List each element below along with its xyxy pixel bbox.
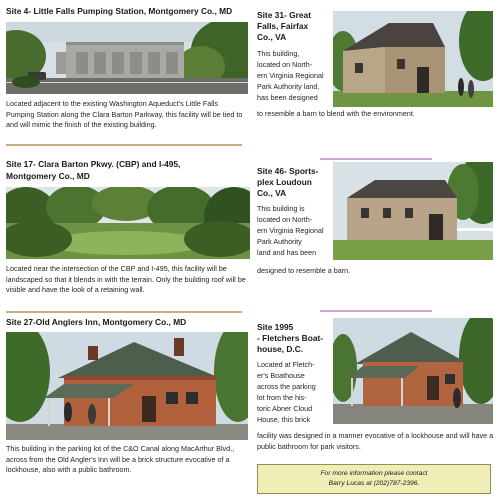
- site-1995-description-line-6: House, this brick: [257, 415, 311, 424]
- site-31-description-tail: to resemble a barn to blend with the environment.: [257, 109, 415, 118]
- site-31-description-line-1: This building,: [257, 49, 300, 58]
- site-1995-title-line-1: Site 1995: [257, 322, 294, 332]
- site-1995-title-line-3: house, D.C.: [257, 344, 304, 354]
- site-1995-description-line-2: er's Boathouse: [257, 371, 305, 380]
- site-1995-description-line-3: across the parking: [257, 382, 316, 391]
- site-31-description-line-2: located on North-: [257, 60, 313, 69]
- site-27-description: This building in the parking lot of the C&O Canal along MacArthur Blvd., across from the Old Angler's Inn will be a brick structure evocative of a lockhouse, also with a public bathroom.: [6, 444, 235, 475]
- site-31-title-line-2: Falls, Fairfax: [257, 21, 309, 31]
- site-1995-description-line-1: Located at Fletch-: [257, 360, 315, 369]
- site-17-title-line-2: Montgomery Co., MD: [6, 171, 90, 181]
- site-4-title: Site 4- Little Falls Pumping Station, Montgomery Co., MD: [6, 6, 233, 16]
- site-4-photo: [6, 22, 248, 94]
- site-46-title-line-1: Site 46- Sports-: [257, 166, 319, 176]
- site-46-description-line-6: designed to resemble a barn.: [257, 266, 351, 275]
- site-17-title-line-1: Site 17- Clara Barton Pkwy. (CBP) and I-495,: [6, 159, 181, 169]
- site-46-description-line-2: located on North-: [257, 215, 313, 224]
- site-46-description-line-1: This building is: [257, 204, 305, 213]
- divider-right-1: [320, 158, 432, 160]
- site-46-title-line-3: Co., VA: [257, 188, 287, 198]
- divider-right-2: [320, 310, 432, 312]
- contact-line-2: Barry Lucas at (202)787-2396.: [328, 480, 420, 487]
- site-1995-photo: [333, 318, 493, 424]
- divider-1: [6, 144, 242, 146]
- site-31-description-line-5: has been designed: [257, 93, 318, 102]
- contact-line-1: For more information please contact: [320, 470, 428, 477]
- contact-box: [257, 464, 491, 494]
- site-1995-description-line-4: lot from the his-: [257, 393, 307, 402]
- site-17-photo: [6, 187, 250, 259]
- site-1995-title-line-2: - Fletchers Boat-: [257, 333, 324, 343]
- site-27-photo: [6, 332, 248, 440]
- site-31-title-line-3: Co., VA: [257, 32, 287, 42]
- site-31-title-line-1: Site 31- Great: [257, 10, 311, 20]
- site-31-photo: [333, 11, 493, 107]
- site-46-title-line-2: plex Loudoun: [257, 177, 312, 187]
- divider-2: [6, 311, 242, 313]
- site-27-title: Site 27-Old Anglers Inn, Montgomery Co., MD: [6, 317, 187, 327]
- site-17-description: Located near the intersection of the CBP and I-495, this facility will be landscaped so that it blends in with the terrain. Only the building roof will be visible and have the look of a retaining wall.: [6, 264, 246, 295]
- site-46-photo: [333, 162, 493, 260]
- site-46-description-line-4: Park Authority: [257, 237, 302, 246]
- site-31-description-line-4: Park Authority land,: [257, 82, 320, 91]
- site-46-description-line-5: land and has been: [257, 248, 317, 257]
- site-46-description-line-3: ern Virginia Regional: [257, 226, 324, 235]
- site-4-description: Located adjacent to the existing Washington Aqueduct's Little Falls Pumping Station along the Clara Barton Parkway, this facility will be tied to and will mimic the finish of the existing building.: [6, 99, 243, 130]
- site-1995-description-tail: facility was designed in a manner evocative of a lockhouse and will have a public bathroom for park visitors.: [257, 431, 494, 451]
- site-1995-description-line-5: toric Abner Cloud: [257, 404, 313, 413]
- site-31-description-line-3: ern Virginia Regional: [257, 71, 324, 80]
